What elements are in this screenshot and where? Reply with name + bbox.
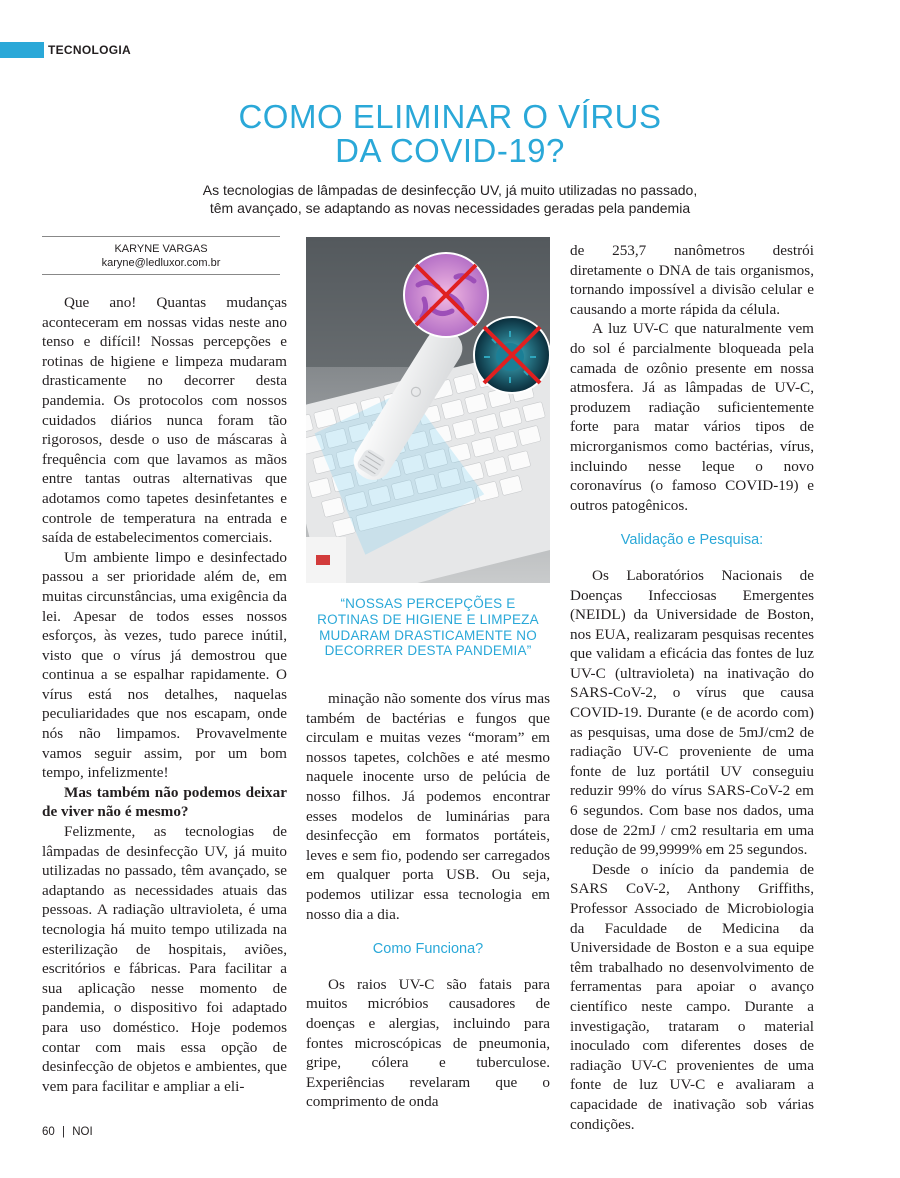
quote-line: MUDARAM DRASTICAMENTE NO [319, 627, 537, 643]
bacteria-icon [404, 253, 488, 337]
subtitle-line: As tecnologias de lâmpadas de desinfecção UV, já muito utilizadas no passado, [202, 182, 698, 198]
footer-separator: | [62, 1126, 65, 1138]
subtitle-line: têm avançado, se adaptando as novas necessidades geradas pela pandemia [209, 200, 691, 216]
virus-icon [474, 317, 550, 393]
section-heading: Como Funciona? [372, 941, 484, 958]
page-footer [42, 1126, 93, 1138]
page-number: 60 [42, 1126, 55, 1138]
article-photo [306, 237, 550, 583]
paragraph: Que ano! Quantas mudanças aconteceram em nossas vidas neste ano tenso e difícil! Nossas percepções e rotinas de higiene e limpeza mudaram drasticamente no decorrer desta pandemia. Os protocolos com nossos cuidados diários nunca foram tão rigorosos, desde o uso de máscaras à frequência com que lavamos as mãos entre tantas outras alternativas que adotamos como tapetes desinfetantes e controle de temperatura na entrada e saída de estabelecimentos comerciais. [42, 294, 287, 547]
text-column-2 [306, 689, 550, 1112]
section-label: TECNOLOGIA [48, 43, 131, 57]
article-title [100, 100, 800, 168]
paragraph: Um ambiente limpo e desinfectado passou a ser prioridade além de, em muitas circunstâncias, uma exigência da lei. Apesar de todos esses nossos esforços, às vezes, tudo parece inútil, visto que o vírus já demostrou que continua a se espalhar rapidamente. O vírus está nos detalhes, naquelas peculiaridades que nos escapam, onde nós não limpamos. Provavelmente vamos seguir assim, por um bom tempo, infelizmente! [42, 548, 287, 782]
quote-line: “NOSSAS PERCEPÇÕES E [340, 596, 516, 611]
paragraph: Os raios UV-C são fatais para muitos micróbios causadores de doenças e alergias, incluindo para fontes microscópicas de pneumonia, gripe, cólera e tuberculose. Experiências revelaram que o comprimento de onda [306, 975, 550, 1111]
paragraph: Os Laboratórios Nacionais de Doenças Infecciosas Emergentes (NEIDL) da Universidade de Boston, nos EUA, realizaram pesquisas recentes que validam a eficácia das fontes de luz UV-C (ultravioleta) na inativação do SARS-CoV-2, o vírus que causa COVID-19. Durante (e de acordo com) as pesquisas, uma dose de 5mJ/cm2 de radiação UV-C proveniente de uma fonte de luz portátil UV conseguiu reduzir 99% do vírus SARS-CoV-2 em 6 segundos. Com base nos dados, uma dose de 22mJ / cm2 resultaria em uma redução de 99,9999% em 25 segundos. [570, 566, 814, 859]
paragraph: A luz UV-C que naturalmente vem do sol é parcialmente bloqueada pela camada de ozônio presente em nossa atmosfera. Já as lâmpadas de UV-C, produzem radiação suficientemente forte para matar vários tipos de microrganismos como bactérias, vírus, incluindo nesse leque o novo coronavírus (o famoso COVID-19) e outros patogênicos. [570, 320, 814, 514]
paragraph: Desde o início da pandemia de SARS CoV-2, Anthony Griffiths, Professor Associado de Microbiologia da Faculdade de Medicina da Universidade de Boston e a sua equipe têm trabalhado no desenvolvimento de ferramentas para apoiar o avanço científico neste campo. Durante a investigação, trataram o material inoculado com diferentes doses de radiação UV-C provenientes de uma fonte de luz UV-C e avaliaram a capacidade de inativação sob várias condições. [570, 860, 814, 1133]
paragraph: Felizmente, as tecnologias de lâmpadas de desinfecção UV, já muito utilizadas no passado, têm avançado, se adaptando as necessidades atuais das pessoas. A radiação ultravioleta, é uma tecnologia há muito tempo utilizada na esterilização de hospitais, aviões, escritórios e fábricas. Para facilitar a sua aplicação nesse momento de pandemia, o dispositivo foi adaptado para uso doméstico. Hoje podemos contar com mais essa opção de desinfecção de objetos e ambientes, que vem para facilitar e ampliar a eli- [42, 823, 287, 1095]
pull-quote [306, 596, 550, 659]
quote-line: ROTINAS DE HIGIENE E LIMPEZA [317, 611, 539, 627]
paragraph: minação não somente dos vírus mas também de bactérias e fungos que circulam e muitas vezes “moram” em nossos tapetes, colchões e até mesmo naquele inocente urso de pelúcia de nosso filhos. Já podemos encontrar esses modelos de luminárias para desinfecção em formatos portáteis, leves e sem fio, podendo ser carregados em qualquer porta USB. Ou seja, podemos utilizar essa tecnologia em nosso dia a dia. [306, 690, 550, 923]
paragraph: de 253,7 nanômetros destrói diretamente o DNA de tais organismos, tornando impossível a divisão celular e causando a morte rápida da célula. [570, 242, 814, 318]
text-column-3 [570, 241, 814, 1134]
magazine-name: NOI [72, 1126, 93, 1138]
author-name: KARYNE VARGAS [114, 243, 208, 255]
uv-lamp-keyboard-illustration [306, 237, 550, 583]
quote-line: DECORRER DESTA PANDEMIA” [324, 643, 532, 659]
author-email: karyne@ledluxor.com.br [101, 257, 221, 269]
byline [42, 236, 280, 275]
inline-heading: Mas também não podemos deixar de viver não é mesmo? [42, 783, 287, 821]
article-subtitle [130, 181, 770, 217]
text-column-1 [42, 293, 287, 1096]
section-color-bar [0, 42, 44, 58]
section-heading: Validação e Pesquisa: [620, 532, 764, 549]
title-line: COMO ELIMINAR O VÍRUS [238, 98, 662, 135]
title-line: DA COVID-19? [335, 132, 565, 169]
